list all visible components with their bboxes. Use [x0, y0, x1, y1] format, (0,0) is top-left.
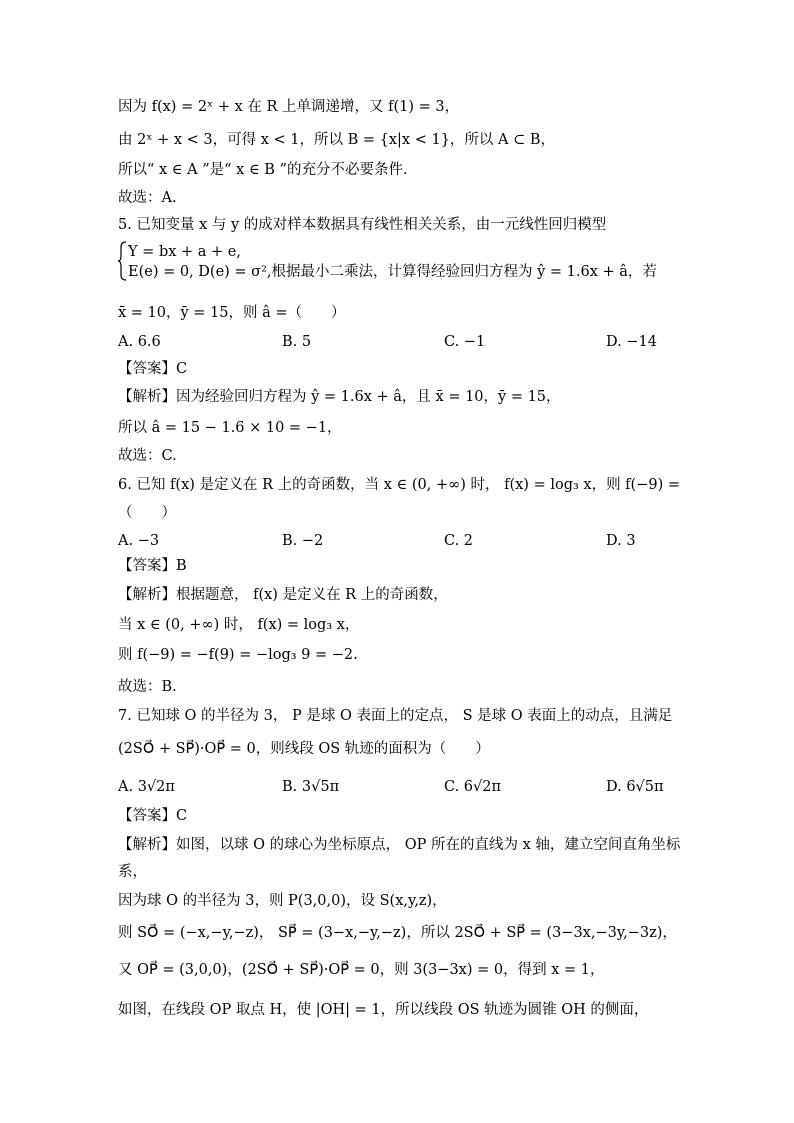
text-line: 则 f(−9) = −f(9) = −log₃ 9 = −2. [118, 647, 358, 663]
q6-option-c: C. 2 [444, 533, 474, 549]
analysis-line: 【解析】如图，以球 O 的球心为坐标原点， OP 所在的直线为 x 轴，建立空间直角坐标 [118, 837, 681, 853]
question-6-stem: 6. 已知 f(x) 是定义在 R 上的奇函数，当 x ∈ (0, +∞) 时， f(x) = log₃ x，则 f(−9) = [118, 477, 680, 493]
text-line: 如图，在线段 OP 取点 H，使 |OH| = 1，所以线段 OS 轨迹为圆锥 OH 的侧面， [118, 1002, 649, 1018]
text-line: 故选：A. [118, 190, 177, 206]
question-7-stem: 7. 已知球 O 的半径为 3， P 是球 O 表面上的定点， S 是球 O 表面上的动点，且满足 [118, 708, 673, 724]
answer-label: 【答案】B [118, 558, 187, 574]
analysis-line: 【解析】因为经验回归方程为 ŷ = 1.6x + â，且 x̄ = 10，ȳ = 15， [118, 389, 561, 405]
brace-icon [118, 241, 128, 281]
text-line: 又 OP⃗ = (3,0,0)，(2SO⃗ + SP⃗)·OP⃗ = 0，则 3(3−3x) = 0，得到 x = 1， [118, 962, 605, 978]
q6-option-b: B. −2 [282, 533, 324, 549]
q6-option-a: A. −3 [118, 533, 160, 549]
q7-option-d: D. 6√5π [606, 779, 664, 795]
text-line: 所以 â = 15 − 1.6 × 10 = −1， [118, 420, 342, 436]
text-line: 因为 f(x) = 2ˣ + x 在 R 上单调递增，又 f(1) = 3， [118, 99, 460, 115]
text-line: 故选：C. [118, 448, 177, 464]
q7-option-c: C. 6√2π [444, 779, 502, 795]
text-line: 则 SO⃗ = (−x,−y,−z)， SP⃗ = (3−x,−y,−z)，所以 2SO⃗ + SP⃗ = (3−3x,−3y,−3z)， [118, 925, 677, 941]
model-equation-line-1: Y = bx + a + e, [128, 244, 241, 260]
text-line: 故选：B. [118, 679, 177, 695]
text-line: (2SO⃗ + SP⃗)·OP⃗ = 0，则线段 OS 轨迹的面积为（ ） [118, 741, 490, 757]
text-line: 系， [118, 864, 147, 880]
text-line: 因为球 O 的半径为 3，则 P(3,0,0)，设 S(x,y,z)， [118, 893, 447, 909]
model-equation-line-2: E(e) = 0, D(e) = σ²,根据最小二乘法，计算得经验回归方程为 ŷ = 1.6x + â，若 [128, 264, 657, 280]
text-line: （ ） [118, 505, 176, 521]
text-line: 所以“ x ∈ A ”是“ x ∈ B ”的充分不必要条件. [118, 162, 408, 178]
q7-option-a: A. 3√2π [118, 779, 175, 795]
text-line: 由 2ˣ + x < 3，可得 x < 1，所以 B = {x|x < 1}，所以 A ⊂ B， [118, 132, 556, 148]
q5-option-a: A. 6.6 [118, 334, 161, 350]
question-5-stem: 5. 已知变量 x 与 y 的成对样本数据具有线性相关关系，由一元线性回归模型 [118, 217, 607, 233]
q5-option-c: C. −1 [444, 334, 486, 350]
q5-option-d: D. −14 [606, 334, 657, 350]
q5-option-b: B. 5 [282, 334, 312, 350]
answer-label: 【答案】C [118, 808, 188, 824]
q7-option-b: B. 3√5π [282, 779, 340, 795]
analysis-line: 【解析】根据题意， f(x) 是定义在 R 上的奇函数， [118, 587, 448, 603]
text-line: x̄ = 10，ȳ = 15，则 â =（ ） [118, 305, 346, 321]
text-line: 当 x ∈ (0, +∞) 时， f(x) = log₃ x， [118, 617, 360, 633]
q6-option-d: D. 3 [606, 533, 636, 549]
answer-label: 【答案】C [118, 361, 188, 377]
